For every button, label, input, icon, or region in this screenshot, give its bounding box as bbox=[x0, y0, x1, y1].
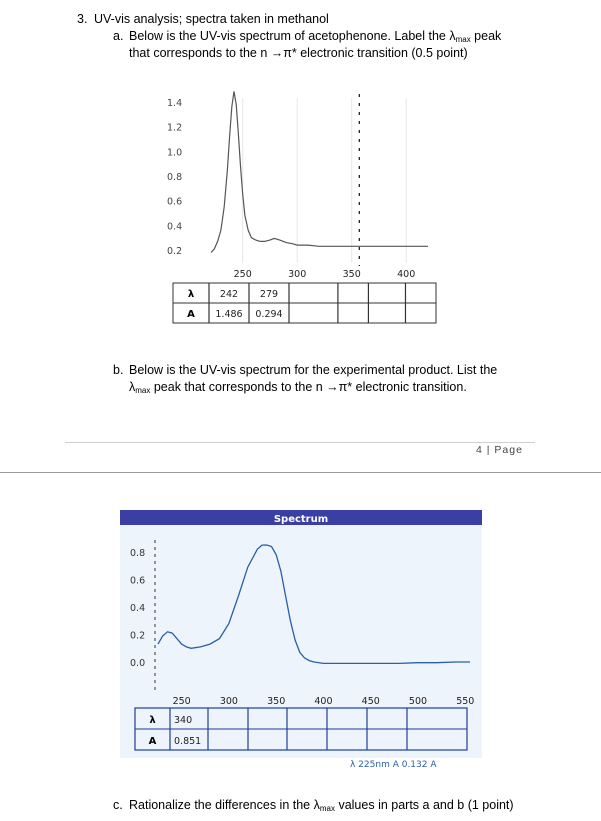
chart-b-ytick-1: 0.2 bbox=[130, 630, 146, 642]
part-a-line2: that corresponds to the n →π* electronic transition (0.5 point) bbox=[129, 46, 468, 60]
part-a-line1: Below is the UV-vis spectrum of acetophenone. Label the $\lambda_{max}$ peak bbox=[129, 29, 502, 44]
chart-b-xtick-3: 400 bbox=[314, 696, 333, 707]
chart-a-ytick-6: 1.4 bbox=[167, 98, 183, 109]
chart-b-xtick-4: 450 bbox=[361, 696, 380, 707]
chart-b-table-cell-0-0: 340 bbox=[174, 715, 193, 726]
chart-b-xtick-5: 500 bbox=[408, 696, 428, 707]
page-number: 4 | Page bbox=[476, 444, 523, 456]
part-b-line2: $\lambda_{max}$ peak that corresponds to the n →π* electronic transition. bbox=[129, 380, 467, 395]
part-b-line1: Below is the UV-vis spectrum for the experimental product. List the bbox=[129, 363, 498, 377]
chart-a-table-cell-1-0: 1.486 bbox=[215, 309, 243, 320]
chart-a-xtick-3: 400 bbox=[397, 269, 416, 280]
part-c-text: Rationalize the differences in the $\lambda_{max}$ values in parts a and b (1 point) bbox=[129, 798, 514, 813]
chart-b-table-cell-1-0: 0.851 bbox=[174, 736, 202, 747]
chart-a-table-label-0: λ bbox=[187, 289, 195, 300]
chart-b-ytick-2: 0.4 bbox=[130, 603, 146, 614]
chart-b-table-label-0: λ bbox=[149, 715, 156, 726]
chart-a-xtick-2: 350 bbox=[342, 269, 361, 280]
chart-b-xtick-6: 550 bbox=[456, 696, 475, 707]
question-title: UV-vis analysis; spectra taken in methanol bbox=[94, 12, 329, 26]
part-c-label: c. bbox=[113, 798, 123, 812]
chart-a-xtick-1: 300 bbox=[288, 269, 307, 280]
chart-a-ytick-3: 0.8 bbox=[167, 172, 183, 183]
chart-b-annotation: λ 225nm A 0.132 A bbox=[350, 760, 437, 770]
chart-a-ytick-1: 0.4 bbox=[167, 221, 183, 233]
chart-a-table-label-1: A bbox=[187, 309, 195, 320]
chart-b-ytick-4: 0.8 bbox=[130, 548, 146, 559]
chart-b-ytick-3: 0.6 bbox=[130, 575, 146, 587]
chart-a-ytick-4: 1.0 bbox=[167, 147, 183, 159]
footer-rule bbox=[65, 442, 535, 443]
chart-a-table-cell-1-1: 0.294 bbox=[255, 309, 283, 320]
chart-a-ytick-0: 0.2 bbox=[167, 246, 183, 257]
page-break bbox=[0, 472, 601, 473]
chart-b-xtick-2: 350 bbox=[267, 696, 286, 707]
chart-b-table-label-1: A bbox=[148, 736, 157, 747]
part-b-label: b. bbox=[113, 363, 124, 377]
chart-b-xtick-0: 250 bbox=[172, 696, 191, 707]
chart-b-title: Spectrum bbox=[273, 514, 329, 525]
chart-a-xtick-0: 250 bbox=[233, 269, 252, 280]
chart-b bbox=[115, 510, 485, 775]
chart-b-ytick-0: 0.0 bbox=[130, 658, 146, 669]
chart-a-ytick-2: 0.6 bbox=[167, 196, 183, 208]
question-number: 3. bbox=[77, 12, 88, 26]
chart-a-table-cell-0-0: 242 bbox=[219, 289, 239, 300]
part-a-label: a. bbox=[113, 29, 124, 43]
chart-a-series-line bbox=[211, 91, 428, 252]
chart-b-xtick-1: 300 bbox=[219, 696, 238, 707]
chart-a-table-cell-0-1: 279 bbox=[259, 289, 279, 300]
chart-a-ytick-5: 1.2 bbox=[167, 122, 183, 134]
chart-a bbox=[140, 88, 440, 338]
